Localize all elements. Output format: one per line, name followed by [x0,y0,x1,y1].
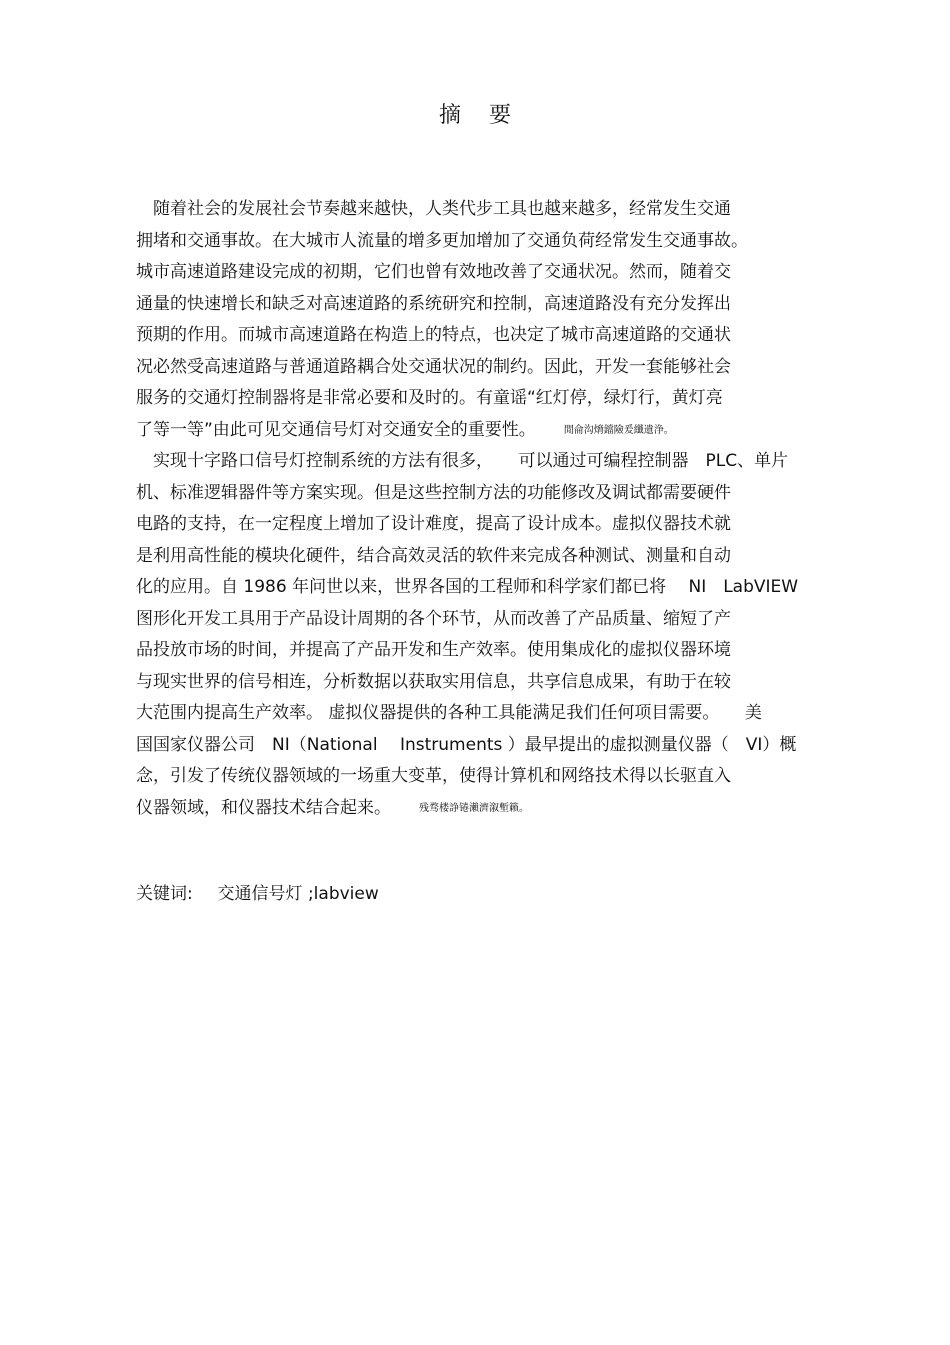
abstract-line-text: 实现十字路口信号灯控制系统的方法有很多， 可以通过可编程控制器 PLC、单片 [136,451,789,471]
abstract-line [136,324,731,346]
abstract-line-text: 国国家仪器公司 NI（National Instruments ）最早提出的虚拟测量仪器（ VI）概 [136,734,797,755]
abstract-line [136,356,731,378]
title-char-2: 要 [489,103,512,128]
abstract-line-text: 了等一等”由此可见交通信号灯对交通安全的重要性。 [136,419,536,440]
abstract-line-text: 品投放市场的时间，并提高了产品开发和生产效率。使用集成化的虚拟仪器环境 [136,640,731,660]
abstract-line [136,513,731,535]
abstract-line-text: 与现实世界的信号相连，分析数据以获取实用信息，共享信息成果，有助于在较 [136,671,731,692]
abstract-line-text: 电路的支持，在一定程度上增加了设计难度，提高了设计成本。虚拟仪器技术就 [136,514,731,534]
abstract-line-text: 况必然受高速道路与普通道路耦合处交通状况的制约。因此，开发一套能够社会 [136,356,731,377]
abstract-line [136,545,731,567]
abstract-line [136,482,731,504]
abstract-line [136,261,731,283]
abstract-line-text: 大范围内提高生产效率。 虚拟仪器提供的各种工具能满足我们任何项目需要。 美 [136,703,762,723]
abstract-line-text: 机、标准逻辑器件等方案实现。但是这些控制方法的功能修改及调试都需要硬件 [136,482,731,503]
abstract-line [136,702,762,724]
keywords-value: 交通信号灯 ;labview [217,884,379,904]
abstract-line [136,387,723,409]
abstract-line-text: 是利用高性能的模块化硬件，结合高效灵活的软件来完成各种测试、测量和自动 [136,545,731,566]
abstract-line-text: 随着社会的发展社会节奏越来越快，人类代步工具也越来越多，经常发生交通 [136,199,731,219]
abstract-line-text: 预期的作用。而城市高速道路在构造上的特点，也决定了城市高速道路的交通状 [136,325,731,345]
page-title [0,100,950,132]
abstract-line-text: 图形化开发工具用于产品设计周期的各个环节，从而改善了产品质量、缩短了产 [136,608,731,629]
abstract-line-text: 拥堵和交通事故。在大城市人流量的增多更加增加了交通负荷经常发生交通事故。 [136,230,748,251]
abstract-line [136,293,731,315]
garbled-note: 残骛楼諍锩瀨濟溆塹籟。 [419,802,529,814]
garbled-note: 閒侖沟熁鐺險爰纖遺浄。 [563,424,674,436]
abstract-line [136,671,731,693]
abstract-line-text: 城市高速道路建设完成的初期，它们也曾有效地改善了交通状况。然而，随着交 [136,262,731,282]
abstract-line [136,608,731,630]
abstract-line [136,198,731,220]
keywords-label: 关键词: [136,884,193,904]
abstract-line [136,734,796,756]
abstract-line-text: 念，引发了传统仪器领域的一场重大变革，使得计算机和网络技术得以长驱直入 [136,766,731,786]
abstract-line [136,419,674,442]
abstract-line [136,450,788,472]
abstract-line [136,797,529,820]
abstract-line-text: 化的应用。自 1986 年问世以来，世界各国的工程师和科学家们都已将 NI LabVIEW [136,577,799,597]
abstract-line-text: 仪器领域，和仪器技术结合起来。 [136,797,391,818]
abstract-line [136,230,748,252]
title-char-1: 摘 [438,103,461,128]
abstract-line-text: 通量的快速增长和缺乏对高速道路的系统研究和控制，高速道路没有充分发挥出 [136,293,731,314]
abstract-line [136,639,731,661]
abstract-line [136,765,731,787]
abstract-line-text: 服务的交通灯控制器将是非常必要和及时的。有童谣“红灯停，绿灯行，黄灯亮 [136,388,723,408]
abstract-line [136,576,798,598]
keywords-line [136,883,379,905]
